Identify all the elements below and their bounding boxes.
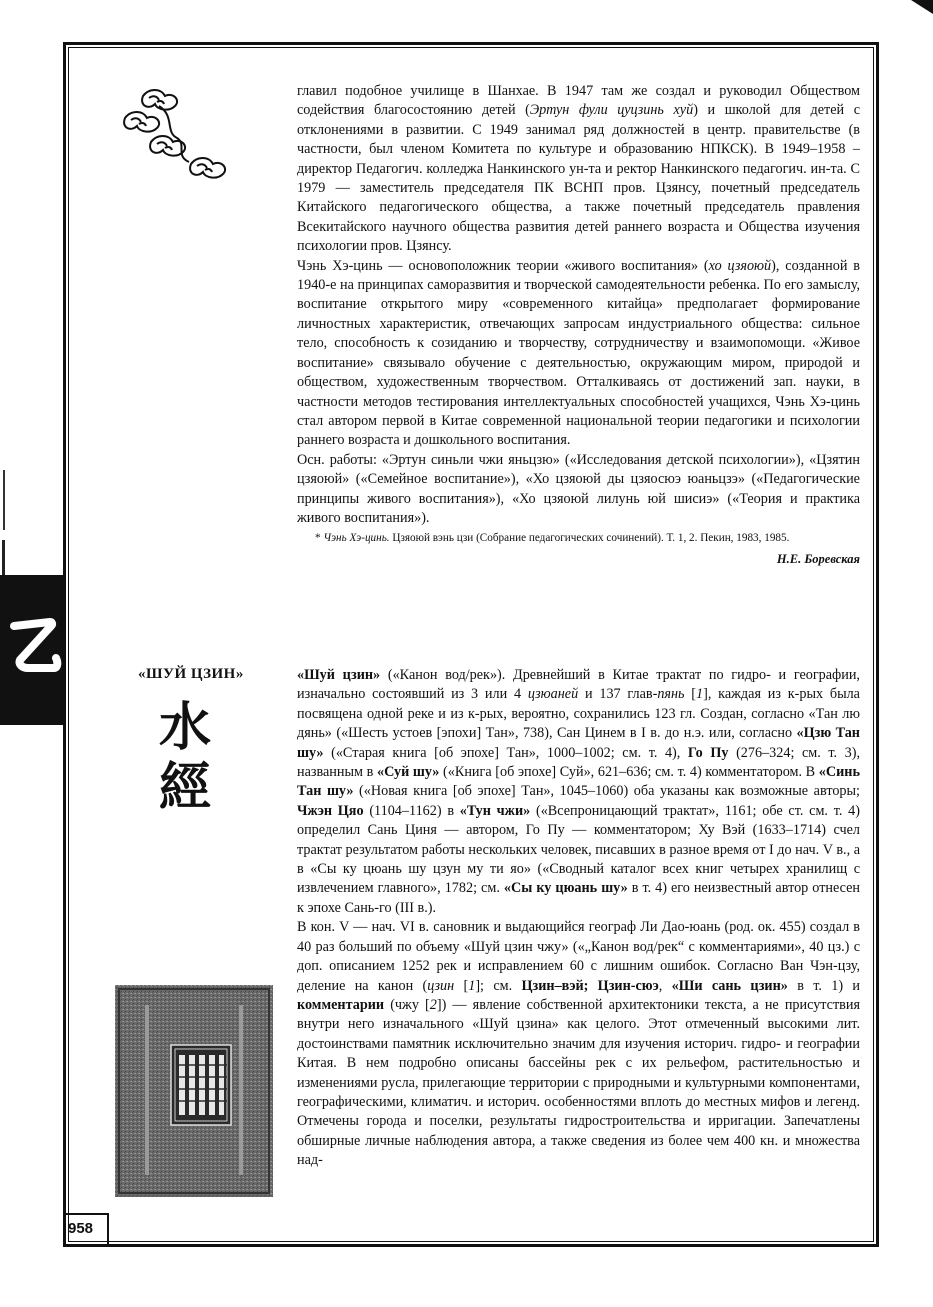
entry-body <box>297 666 860 1171</box>
corner-mark-icon <box>911 0 933 14</box>
paragraph: В кон. V — нач. VI в. сановник и выдающийся географ Ли Дао-юань (род. ок. 455) создал в 40 раз больший по объему «Шуй цзин чжу» («„Канон вод/рек“ с комментариями», 40 цз.) с доп. описанием 1252 рек и исправлением 60 с лишним ошибок. Согласно Ван Чэн-цзу, деление на канон (цзин [1]; см. Цзин–вэй; Цзин-сюэ, «Ши сань цзин» в т. 1) и комментарии (чжу [2]) — явление собственной архитектоники текста, а не присутствия внутри него изначального «Шуй цзина» как целого. Этот отмеченный высокими лит. достоинствами памятник исключительно значим для изучения историч. гидро- и географии Китая. В нем подробно описаны бассейны рек с их рельефом, растительностью и изменениями русла, прилегающие территории с природными и культурными компонентами, географическими, климатич. и историч. особенностями вплоть до местных мифов и легенд. Отмечены города и поселки, результаты гидростроительства и ирригации. Запечатлены обширные личные наблюдения автора, а также сведения из более чем 400 кн. и множества над- <box>297 919 860 1169</box>
manuscript-photo-image <box>115 985 273 1197</box>
cross-reference: «Цзю Тан шу» <box>297 725 860 761</box>
cross-reference: «Шуй цзин» <box>297 667 381 683</box>
article-continuation <box>297 82 860 570</box>
cross-reference: «Ши сань цзин» <box>671 977 788 994</box>
emphasis: Чэнь Хэ-цинь. <box>323 532 390 545</box>
cross-reference: «Суй шу» <box>376 764 440 781</box>
emphasis: пянь <box>657 686 685 703</box>
entry-hanzi: 水 <box>158 697 211 758</box>
cross-reference: «Тун чжи» <box>459 802 531 819</box>
cross-reference: «Синь Тан шу» <box>297 764 860 800</box>
paragraph: Чэнь Хэ-цинь — основоположник теории «живого воспитания» (хо цзяоюй), созданной в 1940-е на принципах саморазвития и творческой самодеятельности ребенка. По его замыслу, воспитание открытого миру «современного китайца» предполагает формирование личностных характеристик, отвечающих запросам индустриального общества: сильное тело, способность к созиданию и творчеству, сотрудничеству и взаимопомощи. «Живое воспитание» связывало обучение с деятельностью, окружающим миром, природой и обществом, художественным творчеством. Отталкиваясь от достижений зап. науки, в частности методов тестирования интеллектуальных способностей учащихся, Чэнь Хэ-цинь стал автором первой в Китае современной национальной теории педагогики и психологии раннего возраста и дошкольного воспитания. <box>297 257 860 449</box>
cross-reference: Чжэн Цяо <box>297 802 364 819</box>
emphasis: цзин <box>427 977 455 994</box>
article-author: Н.Е. Боревская <box>776 552 860 567</box>
paragraph: «Шуй цзин» («Канон вод/рек»). Древнейший в Китае трактат по гидро- и географии, изначально состоявший из 3 или 4 цзюаней и 137 глав-пянь [1], каждая из к-рых была посвящена одной реке и из к-рых, вероятно, сохранились 123 гл. Создан, согласно «Тан лю дянь» («Шесть устоев [эпохи] Тан», 738), Сан Цинем в I в. до н.э. или, согласно «Цзю Тан шу» («Старая книга [об эпохе] Тан», 1000–1002; см. т. 4), Го Пу (276–324; см. т. 3), названным в «Суй шу» («Книга [об эпохе] Суй», 621–636; см. т. 4) комментатором. В «Синь Тан шу» («Новая книга [об эпохе] Тан», 1045–1060) оба указаны как возможные авторы; Чжэн Цяо (1104–1162) в «Тун чжи» («Всепроницающий трактат», 1161; обе ст. см. т. 4) определил Сань Циня — автором, Го Пу — комментатором; Ху Вэй (1633–1714) счел трактат результатом работы нескольких человек, писавших в разное время от I до нач. V в., а в «Сы ку цюань шу цзун му ти яо» («Сводный каталог всех книг четырех хранилищ с извлечением главного», 1782; см. «Сы ку цюань шу» в т. 4) его неизвестный автор отнесен к эпохе Сань-го (III в.). <box>297 667 861 916</box>
cross-reference: Го Пу <box>687 744 729 761</box>
emphasis: Эртун фули цуцзинь хуй <box>529 102 694 119</box>
emphasis: 1 <box>696 686 704 703</box>
bibliography-note: * Чэнь Хэ-цинь. Цзяоюй вэнь цзи (Собрание педагогических сочинений). Т. 1, 2. Пекин, 1983, 1985. <box>315 532 790 545</box>
cross-reference: Цзин–вэй; Цзин-сюэ <box>521 977 659 994</box>
emphasis: 1 <box>468 977 476 994</box>
section-tab-glyph-icon <box>6 612 62 682</box>
emphasis: цзюаней <box>527 686 579 703</box>
entry-title: «ШУЙ ЦЗИН» <box>138 666 244 682</box>
paragraph: главил подобное училище в Шанхае. В 1947 там же создал и руководил Обществом содействия благосостоянию детей (Эртун фули цуцзинь хуй) и школой для детей с отклонениями в развитии. С 1949 занимал ряд должностей в центр. правительстве (в частности, был членом Комитета по культуре и образованию НПКСК). В 1949–1958 – директор Педагогич. колледжа Нанкинского ун-та и ректор Нанкинского педагогич. ин-та. С 1979 — заместитель председателя ПК ВСНП пров. Цзянсу, почетный председатель Китайского педагогического общества, а также почетный председатель правления Всекитайского научного общества развития детей раннего возраста и Общества изучения психологии пров. Цзянсу. <box>297 83 860 255</box>
paragraph: Осн. работы: «Эртун синьли чжи яньцзю» («Исследования детской психологии»), «Цзятин цзяоюй» («Семейное воспитание»), «Хо цзяоюй ды цзяосюэ юаньцзэ» («Педагогические принципы живого воспитания»), «Хо цзяоюй лилунь юй шисиэ» («Теория и практика живого воспитания»). <box>297 451 860 526</box>
cross-reference: «Сы ку цюань шу» <box>503 880 628 897</box>
emphasis: хо цзяоюй <box>708 257 772 274</box>
page-number: 958 <box>68 1220 94 1237</box>
entry-hanzi: 經 <box>158 757 211 818</box>
emphasis: 2 <box>429 996 437 1013</box>
cross-reference: комментарии <box>297 996 385 1013</box>
cloud-ornament-icon <box>115 82 245 192</box>
